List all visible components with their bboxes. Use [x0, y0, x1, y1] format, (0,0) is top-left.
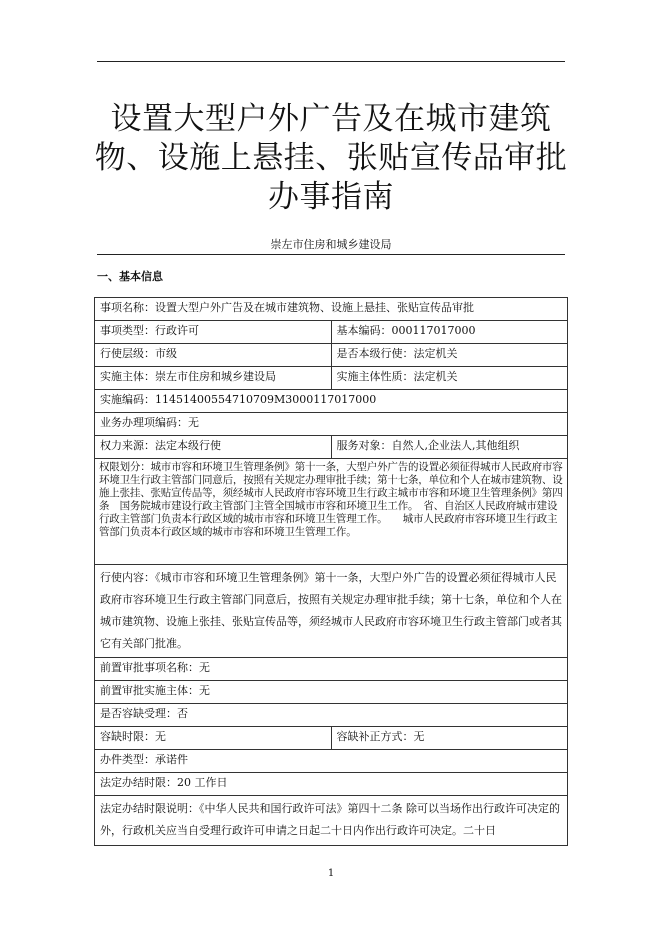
- biz-code-cell: 业务办理项编码：无: [95, 413, 568, 436]
- service-object-cell: 服务对象：自然人,企业法人,其他组织: [331, 436, 568, 459]
- is-level-cell: 是否本级行使：法定机关: [331, 344, 568, 367]
- page-number: 1: [327, 868, 335, 879]
- item-type-cell: 事项类型：行政许可: [95, 321, 332, 344]
- header-rule: [97, 61, 565, 62]
- accept-missing-cell: 是否容缺受理：否: [95, 704, 568, 727]
- item-name-cell: 事项名称：设置大型户外广告及在城市建筑物、设施上悬挂、张贴宣传品审批: [95, 298, 568, 321]
- missing-limit-cell: 容缺时限：无: [95, 727, 332, 750]
- legal-limit-cell: 法定办结时限：20 工作日: [95, 773, 568, 796]
- section-heading: 一、基本信息: [97, 270, 163, 283]
- division-cell: 权限划分：城市市容和环境卫生管理条例》第十一条，大型户外广告的设置必须征得城市人民政府市容环境卫生行政主管部门同意后，按照有关规定办理审批手续；第十七条，单位和个人在城市建筑物、设施上张挂、张贴宣传品等，须经城市人民政府市容环境卫生行政主城市市容和环境卫生管理条例》第四条 国务院城市建设行政主管部门主管全国城市市容和环境卫生工作。 省、自治区人民政府城市建设行政主管部门负责本行政区域的城市市容和环境卫生管理工作。 城市人民政府市容环境卫生行政主管部门负责本行政区域的城市市容和环境卫生管理工作。: [95, 459, 568, 565]
- subject-cell: 实施主体：崇左市住房和城乡建设局: [95, 367, 332, 390]
- title-line-2: 物、设施上悬挂、张贴宣传品审批: [94, 140, 568, 176]
- pre-item-cell: 前置审批事项名称：无: [95, 658, 568, 681]
- content-cell: 行使内容：《城市市容和环境卫生管理条例》第十一条，大型户外广告的设置必须征得城市人民政府市容环境卫生行政主管部门同意后，按照有关规定办理审批手续；第十七条，单位和个人在城市建筑物、设施上张挂、张贴宣传品等，须经城市人民政府市容环境卫生行政主管部门或者其它有关部门批准。: [95, 565, 568, 658]
- legal-limit-desc-cell: 法定办结时限说明：《中华人民共和国行政许可法》第四十二条 除可以当场作出行政许可决定的外，行政机关应当自受理行政许可申请之日起二十日内作出行政许可决定。二十日: [95, 796, 568, 846]
- department-rule: [97, 254, 565, 255]
- base-code-cell: 基本编码：000117017000: [331, 321, 568, 344]
- level-cell: 行使层级：市级: [95, 344, 332, 367]
- doc-type-cell: 办件类型：承诺件: [95, 750, 568, 773]
- department-name: 崇左市住房和城乡建设局: [270, 238, 392, 251]
- impl-code-cell: 实施编码：11451400554710709M3000117017000: [95, 390, 568, 413]
- basic-info-table: [94, 297, 568, 846]
- pre-subject-cell: 前置审批实施主体：无: [95, 681, 568, 704]
- title-line-1: 设置大型户外广告及在城市建筑: [110, 101, 552, 137]
- power-source-cell: 权力来源：法定本级行使: [95, 436, 332, 459]
- document-title: [80, 100, 582, 217]
- subject-nature-cell: 实施主体性质：法定机关: [331, 367, 568, 390]
- missing-method-cell: 容缺补正方式：无: [331, 727, 568, 750]
- title-line-3: 办事指南: [268, 179, 394, 215]
